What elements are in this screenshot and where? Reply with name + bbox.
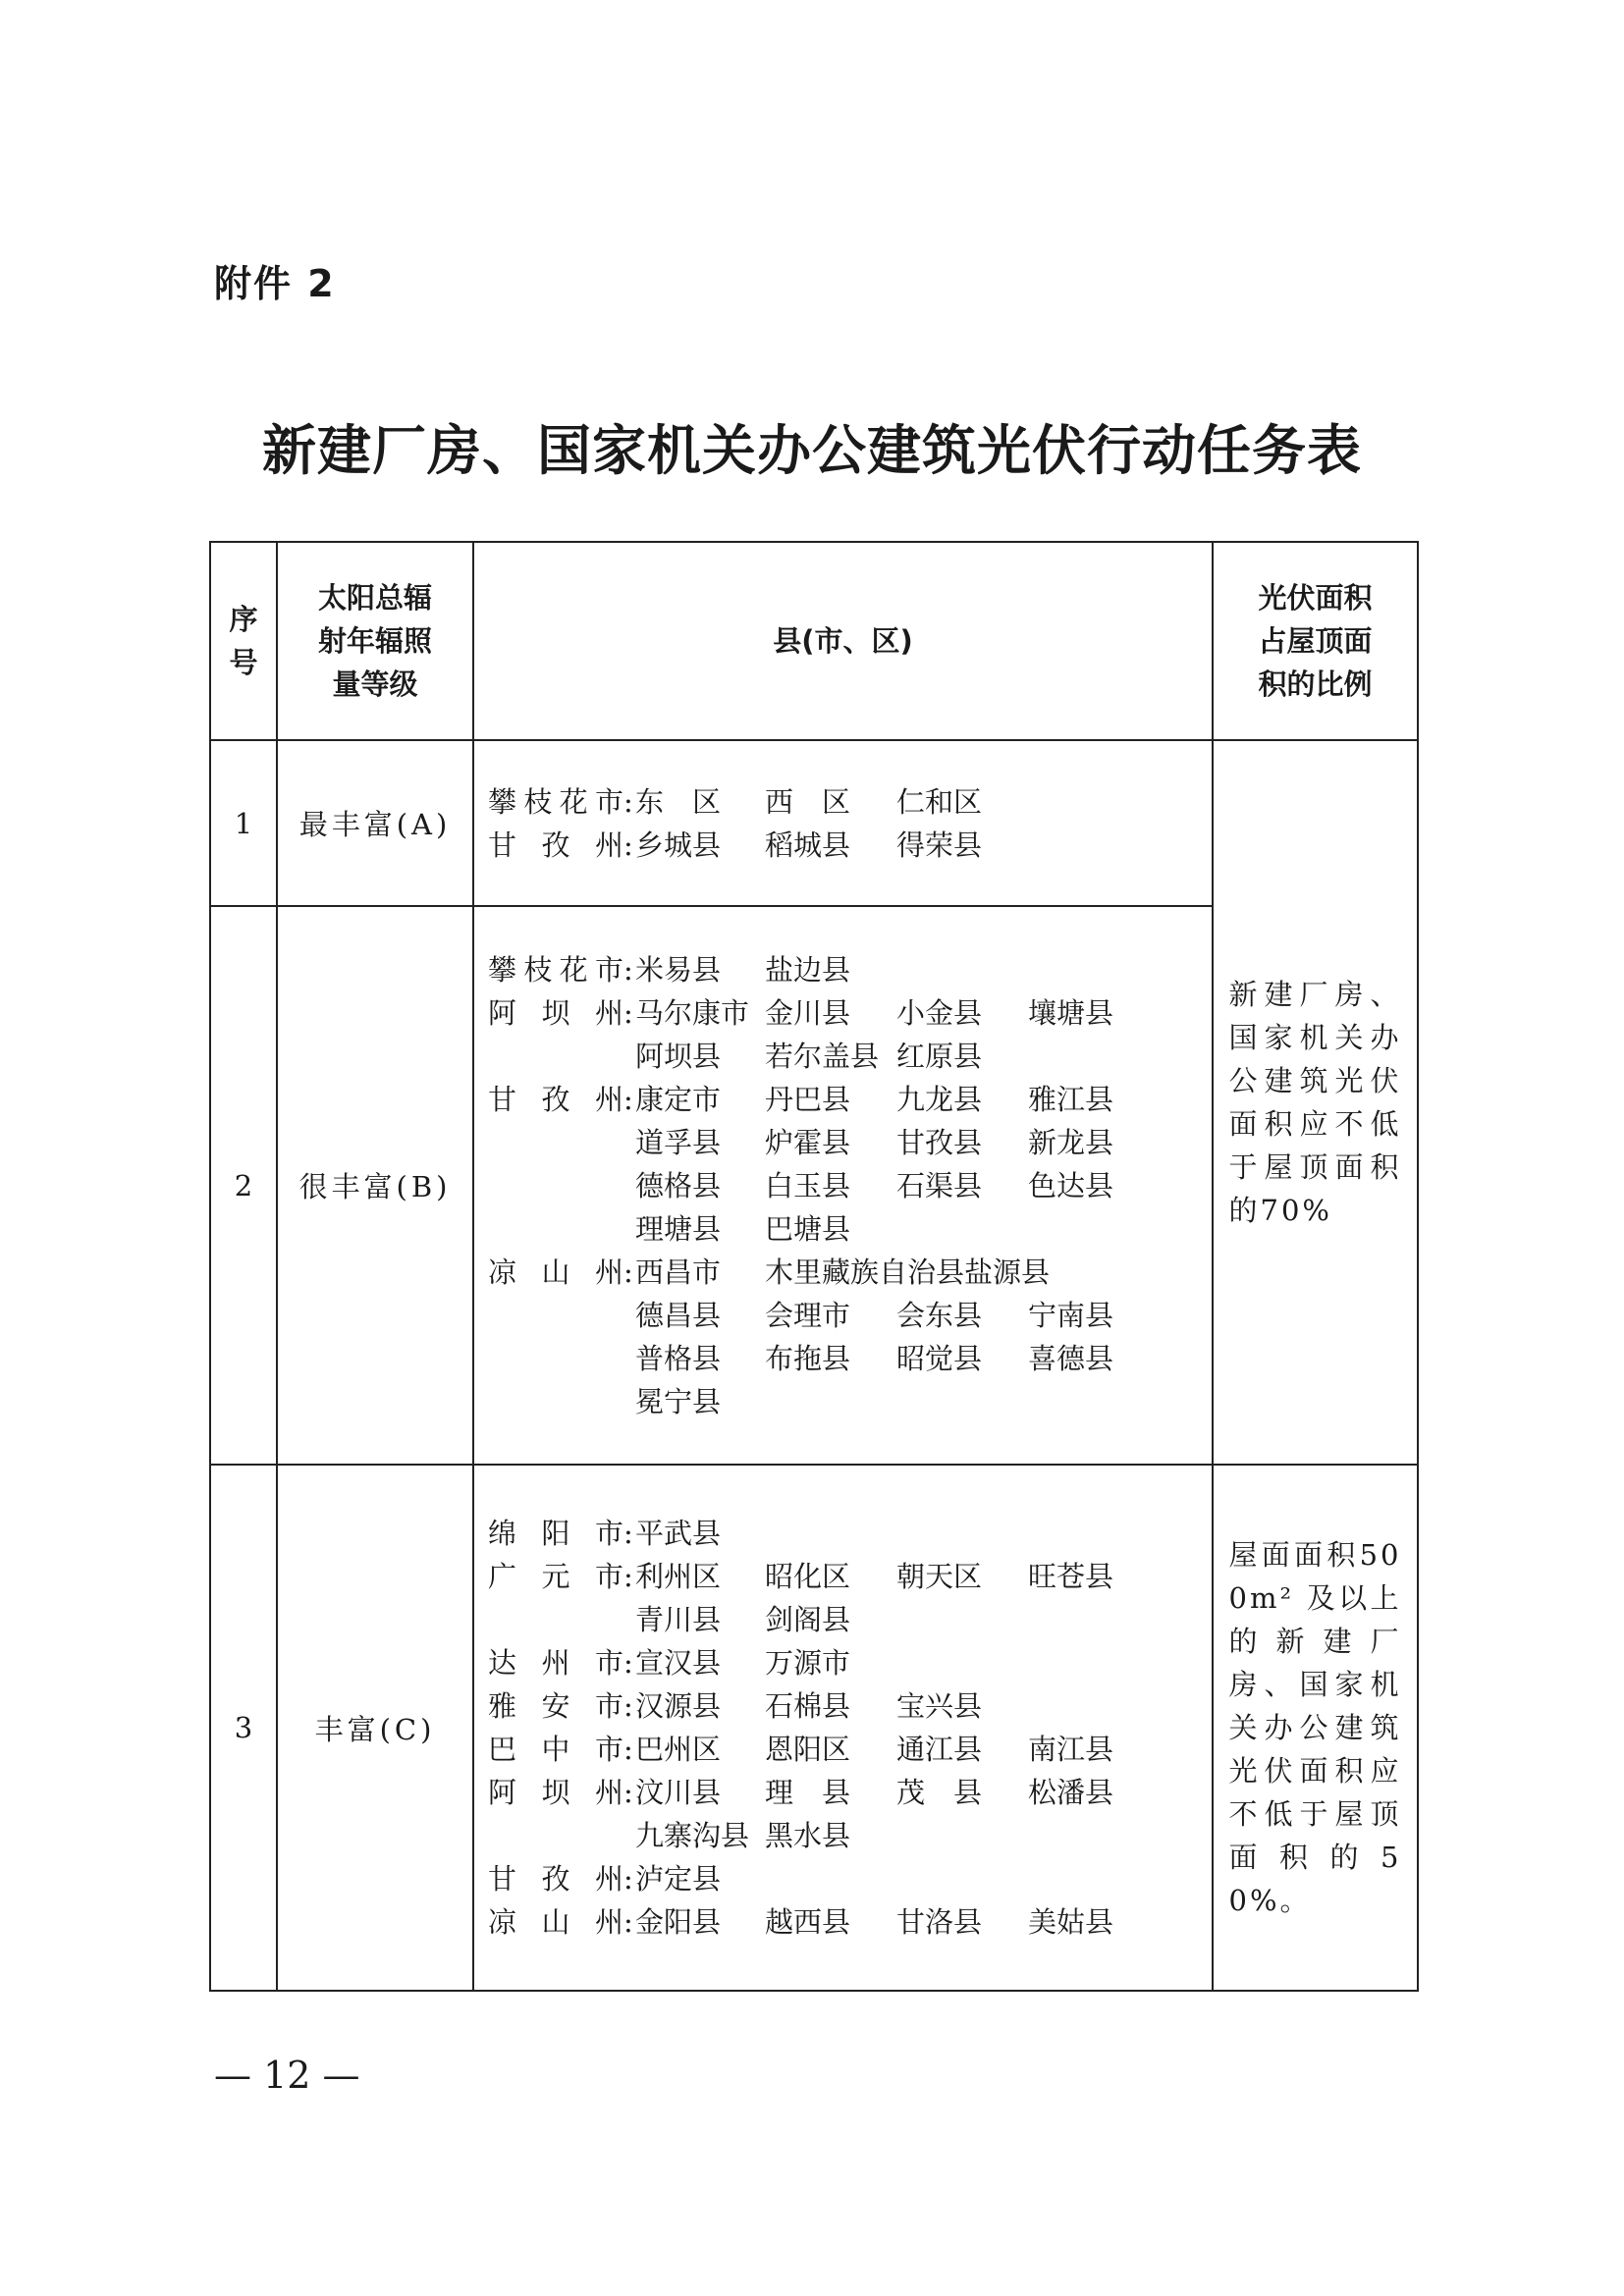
county-name: 剑阁县: [765, 1603, 851, 1636]
county-line: [488, 1598, 1212, 1641]
prefecture-colon: :: [623, 1905, 633, 1939]
county-name: 德格县: [635, 1168, 722, 1202]
prefecture-colon: :: [623, 1082, 633, 1116]
prefecture-colon: :: [623, 1862, 633, 1896]
county-name: 丹巴县: [765, 1082, 851, 1116]
prefecture-label: [488, 1121, 623, 1164]
county-name: 巴塘县: [765, 1211, 851, 1246]
county-list: [635, 1337, 1113, 1380]
prefecture-label: 阿 坝 州: [488, 1776, 623, 1809]
prefecture-label: 绵 阳 市: [488, 1517, 623, 1550]
county-name: 甘洛县: [896, 1905, 983, 1939]
county-name: 道孚县: [635, 1125, 722, 1159]
county-name: 仁和区: [896, 784, 983, 819]
county-name: 汉源县: [635, 1689, 722, 1723]
county-name: 康定市: [635, 1082, 722, 1116]
ratio-text: 新建厂房、国家机关办公建筑光伏面积应不低于屋顶面积的70%: [1228, 978, 1402, 1227]
prefecture-colon: :: [623, 828, 633, 862]
table-header-row: [210, 542, 1418, 740]
prefecture-label: 阿 坝 州: [488, 995, 623, 1030]
header-ratio: 光伏面积占屋顶面积的比例: [1213, 542, 1418, 740]
county-name: 黑水县: [765, 1819, 851, 1852]
county-list: [635, 824, 1028, 867]
county-list: [635, 1035, 1028, 1078]
county-name: 恩阳区: [765, 1733, 851, 1766]
county-name: 乡城县: [635, 828, 722, 862]
county-name: 越西县: [765, 1905, 851, 1939]
county-name: 布拖县: [765, 1341, 851, 1375]
county-name: 红原县: [896, 1039, 983, 1073]
prefecture-colon: :: [623, 1646, 633, 1680]
prefecture-colon: [623, 1121, 635, 1164]
prefecture-colon: [623, 1598, 635, 1641]
header-seq: 序号: [210, 542, 277, 740]
county-name: 炉霍县: [765, 1125, 851, 1159]
county-name: 得荣县: [896, 828, 983, 862]
prefecture-colon: :: [623, 995, 633, 1030]
page-number: — 12 —: [214, 2054, 360, 2097]
county-line: [488, 1512, 1212, 1555]
table-row: [210, 740, 1418, 906]
prefecture-colon: [623, 1337, 635, 1380]
county-name: 金阳县: [635, 1905, 722, 1939]
county-name: 理 县: [765, 1776, 851, 1809]
row-counties: [473, 1465, 1213, 1991]
county-name: 若尔盖县: [765, 1039, 880, 1073]
county-name: 甘孜县: [896, 1125, 983, 1159]
county-line: [488, 1900, 1212, 1944]
prefecture-label: [488, 1598, 623, 1641]
county-name: 朝天区: [896, 1560, 983, 1593]
prefecture-colon: [623, 1035, 635, 1078]
county-line: [488, 1164, 1212, 1207]
county-line: [488, 1555, 1212, 1598]
county-name: 西 区: [765, 784, 851, 819]
prefecture-colon: [623, 1380, 635, 1423]
county-name: 九龙县: [896, 1082, 983, 1116]
county-name: 阿坝县: [635, 1039, 722, 1073]
county-line: [488, 1207, 1212, 1251]
prefecture-colon: :: [623, 784, 633, 819]
county-name: 会东县: [896, 1298, 983, 1332]
county-name: 万源市: [765, 1646, 851, 1680]
county-line: [488, 1771, 1212, 1814]
county-name: 石渠县: [896, 1168, 983, 1202]
row-counties: [473, 740, 1213, 906]
prefecture-label: [488, 1380, 623, 1423]
prefecture-colon: [623, 1207, 635, 1251]
county-name: 壤塘县: [1028, 995, 1114, 1030]
document-title: 新建厂房、国家机关办公建筑光伏行动任务表: [261, 419, 1362, 482]
county-list: [635, 780, 1028, 824]
prefecture-colon: [623, 1164, 635, 1207]
county-line: [488, 991, 1212, 1035]
county-list: [635, 1251, 1096, 1294]
county-name: 青川县: [635, 1603, 722, 1636]
county-name: 松潘县: [1028, 1776, 1114, 1809]
county-name: 喜德县: [1028, 1341, 1114, 1375]
county-name: 宁南县: [1028, 1298, 1114, 1332]
county-list: [635, 1684, 1028, 1728]
county-name: 旺苍县: [1028, 1560, 1114, 1593]
county-line: [488, 1728, 1212, 1771]
prefecture-colon: [623, 1814, 635, 1857]
county-list: [635, 1598, 896, 1641]
prefecture-label: [488, 1337, 623, 1380]
attachment-label: 附件 2: [214, 262, 336, 305]
county-list: [635, 1380, 765, 1423]
prefecture-label: 达 州 市: [488, 1646, 623, 1680]
county-name: 汶川县: [635, 1776, 722, 1809]
county-list: [635, 1512, 765, 1555]
county-name: 西昌市: [635, 1255, 722, 1289]
row-level: 最丰富(A): [277, 740, 473, 906]
county-name: 木里藏族自治县: [765, 1255, 965, 1289]
county-line: [488, 824, 1212, 867]
county-name: 石棉县: [765, 1689, 851, 1723]
county-name: 盐源县: [964, 1255, 1051, 1289]
row-level: 很丰富(B): [277, 906, 473, 1465]
county-name: 雅江县: [1028, 1082, 1114, 1116]
county-name: 宝兴县: [896, 1689, 983, 1723]
prefecture-label: 凉 山 州: [488, 1905, 623, 1939]
prefecture-colon: :: [623, 1517, 633, 1550]
county-name: 盐边县: [765, 952, 851, 987]
county-name: 南江县: [1028, 1733, 1114, 1766]
county-line: [488, 1035, 1212, 1078]
county-list: [635, 1164, 1113, 1207]
county-line: [488, 1380, 1212, 1423]
county-list: [635, 1900, 1113, 1944]
county-line: [488, 1337, 1212, 1380]
county-line: [488, 1294, 1212, 1337]
county-list: [635, 1771, 1113, 1814]
prefecture-label: 攀 枝 花 市: [488, 952, 623, 987]
county-name: 巴州区: [635, 1733, 722, 1766]
ratio-text: 屋面面积500m² 及以上的新建厂房、国家机关办公建筑光伏面积应不低于屋顶面积的50%。: [1228, 1538, 1402, 1917]
ratio-cell-ab: [1213, 740, 1418, 1465]
prefecture-colon: :: [623, 1560, 633, 1593]
county-list: [635, 1121, 1113, 1164]
county-name: 美姑县: [1028, 1905, 1114, 1939]
county-list: [635, 948, 896, 991]
row-counties: [473, 906, 1213, 1465]
prefecture-label: [488, 1294, 623, 1337]
county-list: [635, 1857, 765, 1900]
prefecture-label: 凉 山 州: [488, 1255, 623, 1289]
prefecture-label: [488, 1814, 623, 1857]
task-table: [209, 541, 1419, 1992]
county-name: 通江县: [896, 1733, 983, 1766]
county-list: [635, 1078, 1113, 1121]
county-name: 利州区: [635, 1560, 722, 1593]
county-line: [488, 780, 1212, 824]
county-line: [488, 1251, 1212, 1294]
county-list: [635, 991, 1113, 1035]
county-name: 东 区: [635, 784, 722, 819]
county-line: [488, 1121, 1212, 1164]
county-name: 小金县: [896, 995, 983, 1030]
row-seq: 3: [210, 1465, 277, 1991]
header-counties: 县(市、区): [473, 542, 1213, 740]
prefecture-label: [488, 1035, 623, 1078]
county-name: 白玉县: [765, 1168, 851, 1202]
county-name: 昭化区: [765, 1560, 851, 1593]
ratio-cell-c: [1213, 1465, 1418, 1991]
county-line: [488, 948, 1212, 991]
county-list: [635, 1555, 1113, 1598]
county-name: 冕宁县: [635, 1384, 722, 1418]
county-line: [488, 1857, 1212, 1900]
county-list: [635, 1814, 896, 1857]
county-line: [488, 1814, 1212, 1857]
prefecture-colon: :: [623, 1689, 633, 1723]
prefecture-colon: :: [623, 1255, 633, 1289]
county-name: 昭觉县: [896, 1341, 983, 1375]
county-name: 九寨沟县: [635, 1819, 750, 1852]
row-seq: 1: [210, 740, 277, 906]
row-seq: 2: [210, 906, 277, 1465]
prefecture-label: 甘 孜 州: [488, 1082, 623, 1116]
prefecture-label: 攀 枝 花 市: [488, 784, 623, 819]
prefecture-label: 巴 中 市: [488, 1733, 623, 1766]
prefecture-label: 甘 孜 州: [488, 1862, 623, 1896]
prefecture-label: [488, 1164, 623, 1207]
county-list: [635, 1728, 1113, 1771]
prefecture-label: 广 元 市: [488, 1560, 623, 1593]
county-list: [635, 1294, 1113, 1337]
county-line: [488, 1684, 1212, 1728]
prefecture-label: 雅 安 市: [488, 1689, 623, 1723]
prefecture-colon: :: [623, 952, 633, 987]
prefecture-label: 甘 孜 州: [488, 828, 623, 862]
county-name: 德昌县: [635, 1298, 722, 1332]
prefecture-label: [488, 1207, 623, 1251]
county-name: 稻城县: [765, 828, 851, 862]
header-level: 太阳总辐射年辐照量等级: [277, 542, 473, 740]
county-list: [635, 1641, 896, 1684]
row-level: 丰富(C): [277, 1465, 473, 1991]
county-list: [635, 1207, 896, 1251]
county-name: 宣汉县: [635, 1646, 722, 1680]
prefecture-colon: :: [623, 1776, 633, 1809]
county-name: 会理市: [765, 1298, 851, 1332]
prefecture-colon: [623, 1294, 635, 1337]
county-name: 平武县: [635, 1517, 722, 1550]
county-name: 色达县: [1028, 1168, 1114, 1202]
county-name: 金川县: [765, 995, 851, 1030]
county-name: 新龙县: [1028, 1125, 1114, 1159]
table-row: [210, 1465, 1418, 1991]
prefecture-colon: :: [623, 1733, 633, 1766]
county-name: 泸定县: [635, 1862, 722, 1896]
county-line: [488, 1078, 1212, 1121]
county-name: 马尔康市: [635, 995, 750, 1030]
county-name: 理塘县: [635, 1211, 722, 1246]
county-name: 米易县: [635, 952, 722, 987]
county-name: 茂 县: [896, 1776, 983, 1809]
county-line: [488, 1641, 1212, 1684]
county-name: 普格县: [635, 1341, 722, 1375]
